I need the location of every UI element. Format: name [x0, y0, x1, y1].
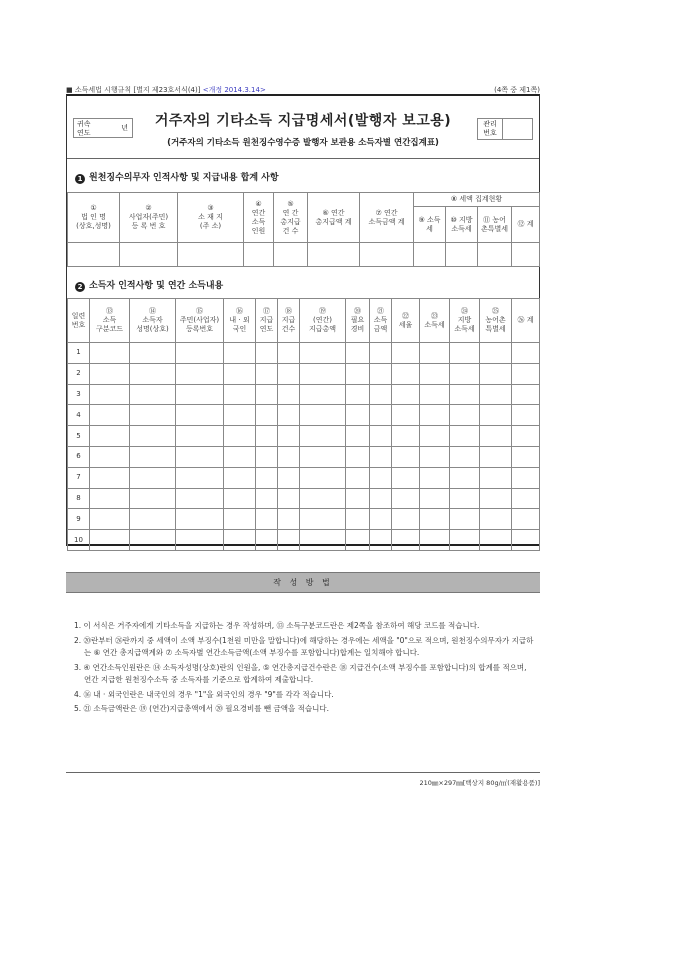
- col-recipient-23: ㉓ 소득세: [420, 299, 450, 343]
- cell-input[interactable]: [346, 343, 370, 364]
- form-frame: [66, 94, 540, 546]
- cell-input[interactable]: [178, 243, 244, 267]
- cell-input[interactable]: [278, 405, 300, 426]
- cell-input[interactable]: [480, 363, 512, 384]
- cell-input[interactable]: [300, 446, 346, 467]
- col-annual-count: ⑤ 연 간 총지급 건 수: [274, 193, 308, 243]
- col-recipient-18: ⑱ 지급 건수: [278, 299, 300, 343]
- cell-input[interactable]: [480, 467, 512, 488]
- cell-input[interactable]: [90, 467, 130, 488]
- cell-input[interactable]: [224, 343, 256, 364]
- cell-input[interactable]: [512, 509, 540, 530]
- cell-input[interactable]: [450, 488, 480, 509]
- cell-input[interactable]: [224, 467, 256, 488]
- title-box: [67, 96, 539, 159]
- cell-input[interactable]: [278, 384, 300, 405]
- table-row: [68, 530, 540, 551]
- howto-title: 작 성 방 법: [66, 572, 540, 593]
- cell-input[interactable]: [370, 405, 392, 426]
- cell-input[interactable]: [300, 467, 346, 488]
- regulation-ref: ■ 소득세법 시행규칙 [별지 제23호서식(4)]: [66, 86, 201, 94]
- cell-input[interactable]: [90, 363, 130, 384]
- cell-input[interactable]: [446, 243, 478, 267]
- cell-input[interactable]: [370, 467, 392, 488]
- withholder-data-row: [68, 243, 540, 267]
- cell-input[interactable]: [420, 384, 450, 405]
- bottom-divider: [66, 772, 540, 773]
- withholder-table: [67, 192, 540, 267]
- cell-input[interactable]: [450, 467, 480, 488]
- form-subtitle: (거주자의 기타소득 원천징수영수증 발행자 보관용 소득자별 연간집계표): [167, 138, 439, 148]
- col-biz-reg-no: ② 사업자(주민) 등 록 번 호: [120, 193, 178, 243]
- cell-input[interactable]: [90, 426, 130, 447]
- cell-input[interactable]: [370, 488, 392, 509]
- cell-input[interactable]: [420, 405, 450, 426]
- cell-input[interactable]: [130, 363, 176, 384]
- paper-spec: 210㎜×297㎜[백상지 80g/㎡(재활용품)]: [419, 779, 540, 787]
- row-serial-number: 2: [68, 363, 90, 384]
- col-recipient-21: ㉑ 소득 금액: [370, 299, 392, 343]
- cell-input[interactable]: [300, 343, 346, 364]
- cell-input[interactable]: [512, 530, 540, 551]
- cell-input[interactable]: [300, 530, 346, 551]
- table-row: [68, 509, 540, 530]
- table-row: [68, 488, 540, 509]
- cell-input[interactable]: [512, 467, 540, 488]
- cell-input[interactable]: [176, 363, 224, 384]
- row-serial-number: 9: [68, 509, 90, 530]
- cell-input[interactable]: [450, 405, 480, 426]
- col-serial: 일련 번호: [68, 299, 90, 343]
- cell-input[interactable]: [256, 488, 278, 509]
- revision-date: <개정 2014.3.14>: [202, 86, 266, 94]
- section1-title: 원천징수의무자 인적사항 및 지급내용 합계 사항: [89, 173, 279, 183]
- cell-input[interactable]: [370, 343, 392, 364]
- cell-input[interactable]: [256, 343, 278, 364]
- cell-input[interactable]: [278, 446, 300, 467]
- cell-input[interactable]: [346, 384, 370, 405]
- cell-input[interactable]: [176, 426, 224, 447]
- col-total-income: ⑦ 연간 소득금액 계: [360, 193, 414, 243]
- cell-input[interactable]: [392, 343, 420, 364]
- cell-input[interactable]: [480, 509, 512, 530]
- col-recipient-25: ㉕ 농어촌 특별세: [480, 299, 512, 343]
- cell-input[interactable]: [256, 363, 278, 384]
- cell-input[interactable]: [90, 509, 130, 530]
- cell-input[interactable]: [130, 405, 176, 426]
- cell-input[interactable]: [450, 446, 480, 467]
- cell-input[interactable]: [420, 509, 450, 530]
- cell-input[interactable]: [420, 530, 450, 551]
- howto-note: 3. ④ 연간소득인원란은 ⑭ 소득자성명(상호)란의 인원을, ⑤ 연간총지급건수란은 ⑱ 지급건수(소액 부징수를 포함합니다)의 합계를 적으며, 연간 지급한 원천징수소득 중 소득자를 기준으로 합계하여 제출합니다.: [74, 662, 527, 684]
- section2-number: 2: [75, 282, 85, 292]
- cell-input[interactable]: [90, 530, 130, 551]
- cell-input[interactable]: [224, 363, 256, 384]
- row-serial-number: 7: [68, 467, 90, 488]
- cell-input[interactable]: [300, 384, 346, 405]
- col-annual-persons: ④ 연간 소득 인원: [244, 193, 274, 243]
- col-recipient-17: ⑰ 지급 연도: [256, 299, 278, 343]
- section2-title: 소득자 인적사항 및 연간 소득내용: [89, 281, 224, 291]
- cell-input[interactable]: [224, 446, 256, 467]
- table-row: [68, 343, 540, 364]
- table-row: [68, 446, 540, 467]
- cell-input[interactable]: [392, 446, 420, 467]
- howto-notes: [74, 620, 536, 718]
- cell-input[interactable]: [224, 530, 256, 551]
- cell-input[interactable]: [392, 488, 420, 509]
- section2-heading: [75, 278, 223, 292]
- cell-input[interactable]: [360, 243, 414, 267]
- row-serial-number: 6: [68, 446, 90, 467]
- cell-input[interactable]: [450, 530, 480, 551]
- cell-input[interactable]: [450, 426, 480, 447]
- cell-input[interactable]: [130, 446, 176, 467]
- cell-input[interactable]: [370, 384, 392, 405]
- col-recipient-26: ㉖ 계: [512, 299, 540, 343]
- col-rural-tax: ⑪ 농어 촌특별세: [478, 207, 512, 243]
- table-row: [68, 467, 540, 488]
- section1-heading: [75, 170, 279, 184]
- cell-input[interactable]: [256, 384, 278, 405]
- cell-input[interactable]: [176, 467, 224, 488]
- table-row: [68, 405, 540, 426]
- cell-input[interactable]: [256, 426, 278, 447]
- col-recipient-14: ⑭ 소득자 성명(상호): [130, 299, 176, 343]
- cell-input[interactable]: [392, 384, 420, 405]
- cell-input[interactable]: [224, 384, 256, 405]
- cell-input[interactable]: [512, 488, 540, 509]
- cell-input[interactable]: [346, 426, 370, 447]
- cell-input[interactable]: [346, 488, 370, 509]
- cell-input[interactable]: [130, 467, 176, 488]
- cell-input[interactable]: [244, 243, 274, 267]
- cell-input[interactable]: [90, 488, 130, 509]
- cell-input[interactable]: [176, 509, 224, 530]
- cell-input[interactable]: [176, 530, 224, 551]
- cell-input[interactable]: [420, 446, 450, 467]
- year-unit: 년: [121, 124, 128, 132]
- col-recipient-16: ⑯ 내 · 외 국인: [224, 299, 256, 343]
- cell-input[interactable]: [278, 509, 300, 530]
- cell-input[interactable]: [370, 530, 392, 551]
- cell-input[interactable]: [392, 467, 420, 488]
- col-income-tax: ⑨ 소득 세: [414, 207, 446, 243]
- cell-input[interactable]: [300, 509, 346, 530]
- cell-input[interactable]: [346, 446, 370, 467]
- cell-input[interactable]: [176, 405, 224, 426]
- col-tax-total: ⑫ 계: [512, 207, 540, 243]
- recipient-header-row: [68, 299, 540, 343]
- cell-input[interactable]: [300, 405, 346, 426]
- cell-input[interactable]: [90, 405, 130, 426]
- col-recipient-22: ㉒ 세율: [392, 299, 420, 343]
- recipient-table: [67, 298, 540, 551]
- cell-input[interactable]: [90, 343, 130, 364]
- cell-input[interactable]: [90, 384, 130, 405]
- cell-input[interactable]: [130, 426, 176, 447]
- cell-input[interactable]: [512, 446, 540, 467]
- cell-input[interactable]: [346, 467, 370, 488]
- col-recipient-24: ㉔ 지방 소득세: [450, 299, 480, 343]
- cell-input[interactable]: [450, 509, 480, 530]
- cell-input[interactable]: [512, 363, 540, 384]
- cell-input[interactable]: [370, 509, 392, 530]
- col-recipient-13: ⑬ 소득 구분코드: [90, 299, 130, 343]
- cell-input[interactable]: [176, 488, 224, 509]
- cell-input[interactable]: [450, 343, 480, 364]
- cell-input[interactable]: [130, 384, 176, 405]
- cell-input[interactable]: [120, 243, 178, 267]
- cell-input[interactable]: [176, 446, 224, 467]
- col-corp-name: ① 법 인 명 (상호,성명): [68, 193, 120, 243]
- page-indicator: (4쪽 중 제1쪽): [494, 86, 540, 94]
- row-serial-number: 8: [68, 488, 90, 509]
- cell-input[interactable]: [480, 405, 512, 426]
- cell-input[interactable]: [420, 343, 450, 364]
- cell-input[interactable]: [224, 509, 256, 530]
- cell-input[interactable]: [278, 530, 300, 551]
- cell-input[interactable]: [278, 363, 300, 384]
- cell-input[interactable]: [300, 426, 346, 447]
- cell-input[interactable]: [392, 405, 420, 426]
- row-serial-number: 10: [68, 530, 90, 551]
- cell-input[interactable]: [300, 363, 346, 384]
- cell-input[interactable]: [480, 384, 512, 405]
- cell-input[interactable]: [256, 405, 278, 426]
- table-row: [68, 426, 540, 447]
- cell-input[interactable]: [414, 243, 446, 267]
- cell-input[interactable]: [130, 509, 176, 530]
- col-address: ③ 소 재 지 (주 소): [178, 193, 244, 243]
- cell-input[interactable]: [68, 243, 120, 267]
- tax-summary-group: ⑧ 세액 집계현황: [414, 193, 540, 207]
- cell-input[interactable]: [308, 243, 360, 267]
- cell-input[interactable]: [512, 384, 540, 405]
- row-serial-number: 5: [68, 426, 90, 447]
- section1-number: 1: [75, 174, 85, 184]
- cell-input[interactable]: [130, 343, 176, 364]
- row-serial-number: 1: [68, 343, 90, 364]
- cell-input[interactable]: [256, 446, 278, 467]
- cell-input[interactable]: [420, 488, 450, 509]
- cell-input[interactable]: [512, 426, 540, 447]
- col-local-tax: ⑩ 지방 소득세: [446, 207, 478, 243]
- col-recipient-15: ⑮ 주민(사업자) 등록번호: [176, 299, 224, 343]
- cell-input[interactable]: [450, 363, 480, 384]
- cell-input[interactable]: [224, 405, 256, 426]
- row-serial-number: 4: [68, 405, 90, 426]
- cell-input[interactable]: [176, 343, 224, 364]
- cell-input[interactable]: [256, 530, 278, 551]
- col-recipient-20: ⑳ 필요 경비: [346, 299, 370, 343]
- cell-input[interactable]: [420, 363, 450, 384]
- cell-input[interactable]: [346, 405, 370, 426]
- cell-input[interactable]: [392, 363, 420, 384]
- col-total-paid: ⑥ 연간 총지급액 계: [308, 193, 360, 243]
- table-row: [68, 363, 540, 384]
- cell-input[interactable]: [176, 384, 224, 405]
- cell-input[interactable]: [278, 343, 300, 364]
- table-row: [68, 384, 540, 405]
- year-label-top: 귀속: [77, 120, 91, 128]
- mgmt-label-top: 관리: [483, 120, 497, 128]
- cell-input[interactable]: [480, 426, 512, 447]
- cell-input[interactable]: [224, 488, 256, 509]
- cell-input[interactable]: [420, 467, 450, 488]
- cell-input[interactable]: [346, 509, 370, 530]
- cell-input[interactable]: [130, 530, 176, 551]
- howto-note: 1. 이 서식은 거주자에게 기타소득을 지급하는 경우 작성하며, ⑬ 소득구분코드란은 제2쪽을 참조하여 해당 코드를 적습니다.: [74, 621, 480, 630]
- cell-input[interactable]: [480, 488, 512, 509]
- cell-input[interactable]: [392, 530, 420, 551]
- howto-note: 2. ⑳란부터 ㉖란까지 중 세액이 소액 부징수(1천원 미만을 말합니다)에 해당하는 경우에는 세액을 "0"으로 적으며, 원천징수의무자가 지급하는 ⑥ 연간 총지급액계와 ⑦ 소득자별 연간소득금액(소액 부징수를 포함합니다)합계는 일치해야 합니다.: [74, 635, 534, 657]
- cell-input[interactable]: [90, 446, 130, 467]
- cell-input[interactable]: [278, 467, 300, 488]
- cell-input[interactable]: [512, 243, 540, 267]
- howto-note: 4. ⑯ 내 · 외국인란은 내국인의 경우 "1"을 외국인의 경우 "9"를 각각 적습니다.: [74, 689, 334, 699]
- cell-input[interactable]: [370, 446, 392, 467]
- cell-input[interactable]: [300, 488, 346, 509]
- cell-input[interactable]: [278, 426, 300, 447]
- howto-note: 5. ㉑ 소득금액란은 ⑲ (연간)지급총액에서 ⑳ 필요경비를 뺀 금액을 적습니다.: [74, 704, 329, 713]
- cell-input[interactable]: [392, 426, 420, 447]
- cell-input[interactable]: [450, 384, 480, 405]
- cell-input[interactable]: [370, 363, 392, 384]
- cell-input[interactable]: [274, 243, 308, 267]
- mgmt-label-bottom: 번호: [483, 129, 497, 137]
- cell-input[interactable]: [420, 426, 450, 447]
- cell-input[interactable]: [512, 343, 540, 364]
- cell-input[interactable]: [346, 530, 370, 551]
- cell-input[interactable]: [480, 446, 512, 467]
- col-recipient-19: ⑲ (연간) 지급총액: [300, 299, 346, 343]
- cell-input[interactable]: [256, 509, 278, 530]
- cell-input[interactable]: [224, 426, 256, 447]
- cell-input[interactable]: [480, 343, 512, 364]
- cell-input[interactable]: [512, 405, 540, 426]
- cell-input[interactable]: [256, 467, 278, 488]
- cell-input[interactable]: [480, 530, 512, 551]
- cell-input[interactable]: [278, 488, 300, 509]
- cell-input[interactable]: [370, 426, 392, 447]
- form-title: 거주자의 기타소득 지급명세서(발행자 보고용): [154, 113, 452, 129]
- cell-input[interactable]: [346, 363, 370, 384]
- cell-input[interactable]: [478, 243, 512, 267]
- year-label-bottom: 연도: [77, 129, 91, 137]
- management-number-field[interactable]: [477, 118, 533, 140]
- row-serial-number: 3: [68, 384, 90, 405]
- cell-input[interactable]: [130, 488, 176, 509]
- cell-input[interactable]: [392, 509, 420, 530]
